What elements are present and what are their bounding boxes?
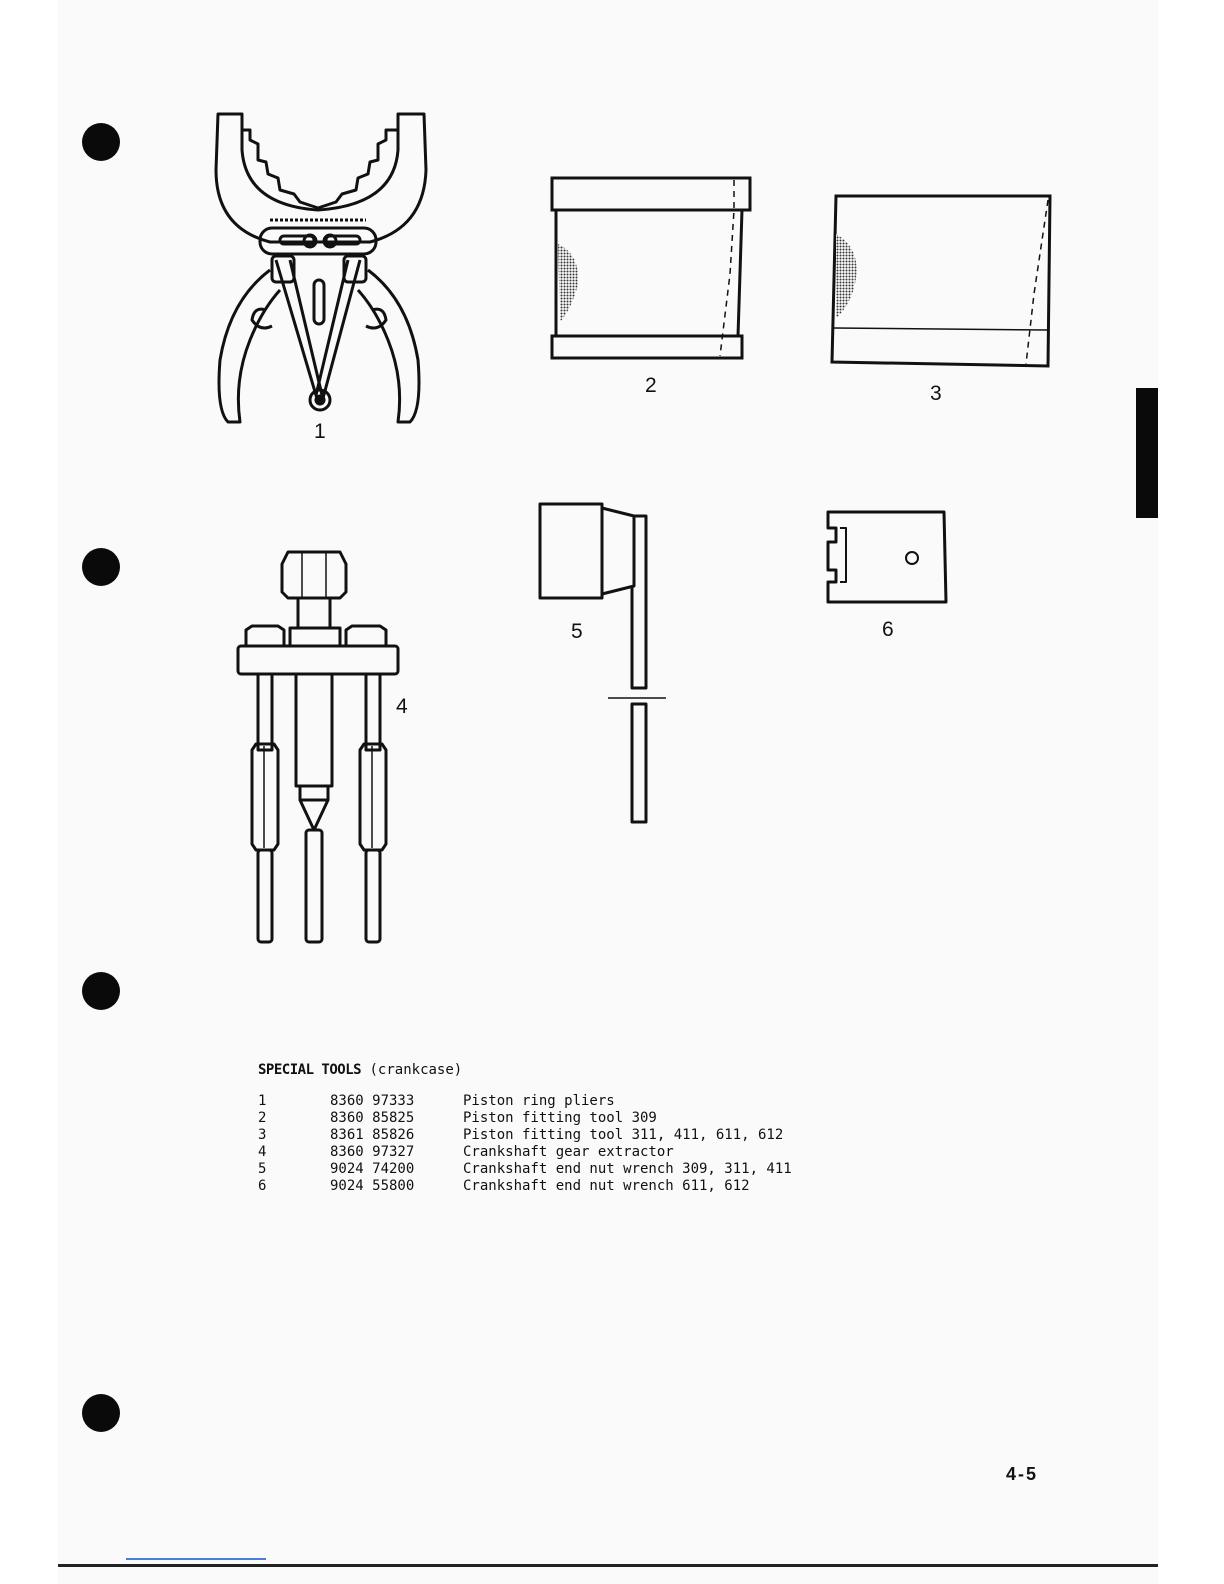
tool-description: Piston fitting tool 311, 411, 611, 612 [463, 1127, 784, 1143]
part-number: 8360 97327 [330, 1144, 415, 1160]
tool-description: Crankshaft end nut wrench 309, 311, 411 [463, 1161, 792, 1177]
tool-number: 4 [258, 1144, 267, 1160]
figure-4 [234, 544, 404, 952]
tool-description: Crankshaft end nut wrench 611, 612 [463, 1178, 750, 1194]
binder-hole [82, 1394, 120, 1432]
piston-ring-pliers-icon [210, 110, 430, 430]
part-number: 8360 97333 [330, 1093, 415, 1109]
tool-number: 5 [258, 1161, 267, 1177]
page-number: 4-5 [1006, 1464, 1039, 1484]
binder-hole [82, 123, 120, 161]
tool-number: 3 [258, 1127, 267, 1143]
special-tools-list [258, 1062, 792, 1195]
heading-suffix-text: (crankcase) [361, 1062, 463, 1078]
tool-number: 1 [258, 1093, 267, 1109]
figure-6-number: 6 [882, 618, 894, 641]
gear-extractor-icon [234, 544, 404, 948]
bottom-accent-line [126, 1558, 266, 1560]
part-number: 9024 55800 [330, 1178, 415, 1194]
figure-3-number: 3 [930, 382, 942, 405]
tool-description: Piston fitting tool 309 [463, 1110, 657, 1126]
binder-hole [82, 548, 120, 586]
figure-3 [830, 194, 1054, 374]
tools-table [258, 1093, 792, 1195]
tool-number: 6 [258, 1178, 267, 1194]
binder-hole [82, 972, 120, 1010]
part-number: 8360 85825 [330, 1110, 415, 1126]
part-number: 8361 85826 [330, 1127, 415, 1143]
table-row [258, 1093, 792, 1110]
table-row [258, 1144, 792, 1161]
figure-2-number: 2 [645, 374, 657, 397]
section-tab-marker [1136, 388, 1158, 518]
figure-5 [536, 500, 676, 830]
table-row [258, 1127, 792, 1144]
table-row [258, 1161, 792, 1178]
end-nut-wrench-icon [536, 500, 676, 826]
figure-2 [548, 174, 758, 368]
bottom-rule [58, 1564, 1158, 1567]
tool-description: Piston ring pliers [463, 1093, 615, 1109]
part-number: 9024 74200 [330, 1161, 415, 1177]
tool-number: 2 [258, 1110, 267, 1126]
figure-5-number: 5 [571, 620, 583, 643]
figure-1-number: 1 [314, 420, 326, 443]
heading-bold-text: SPECIAL TOOLS [258, 1062, 362, 1078]
figure-4-number: 4 [396, 695, 408, 718]
special-tools-heading [258, 1062, 792, 1079]
piston-fitting-tool-icon [830, 194, 1054, 370]
table-row [258, 1178, 792, 1195]
table-row [258, 1110, 792, 1127]
tool-description: Crankshaft gear extractor [463, 1144, 674, 1160]
figure-6 [824, 508, 950, 612]
end-nut-wrench-plate-icon [824, 508, 950, 608]
piston-fitting-tool-309-icon [548, 174, 758, 364]
figure-1 [210, 110, 430, 434]
